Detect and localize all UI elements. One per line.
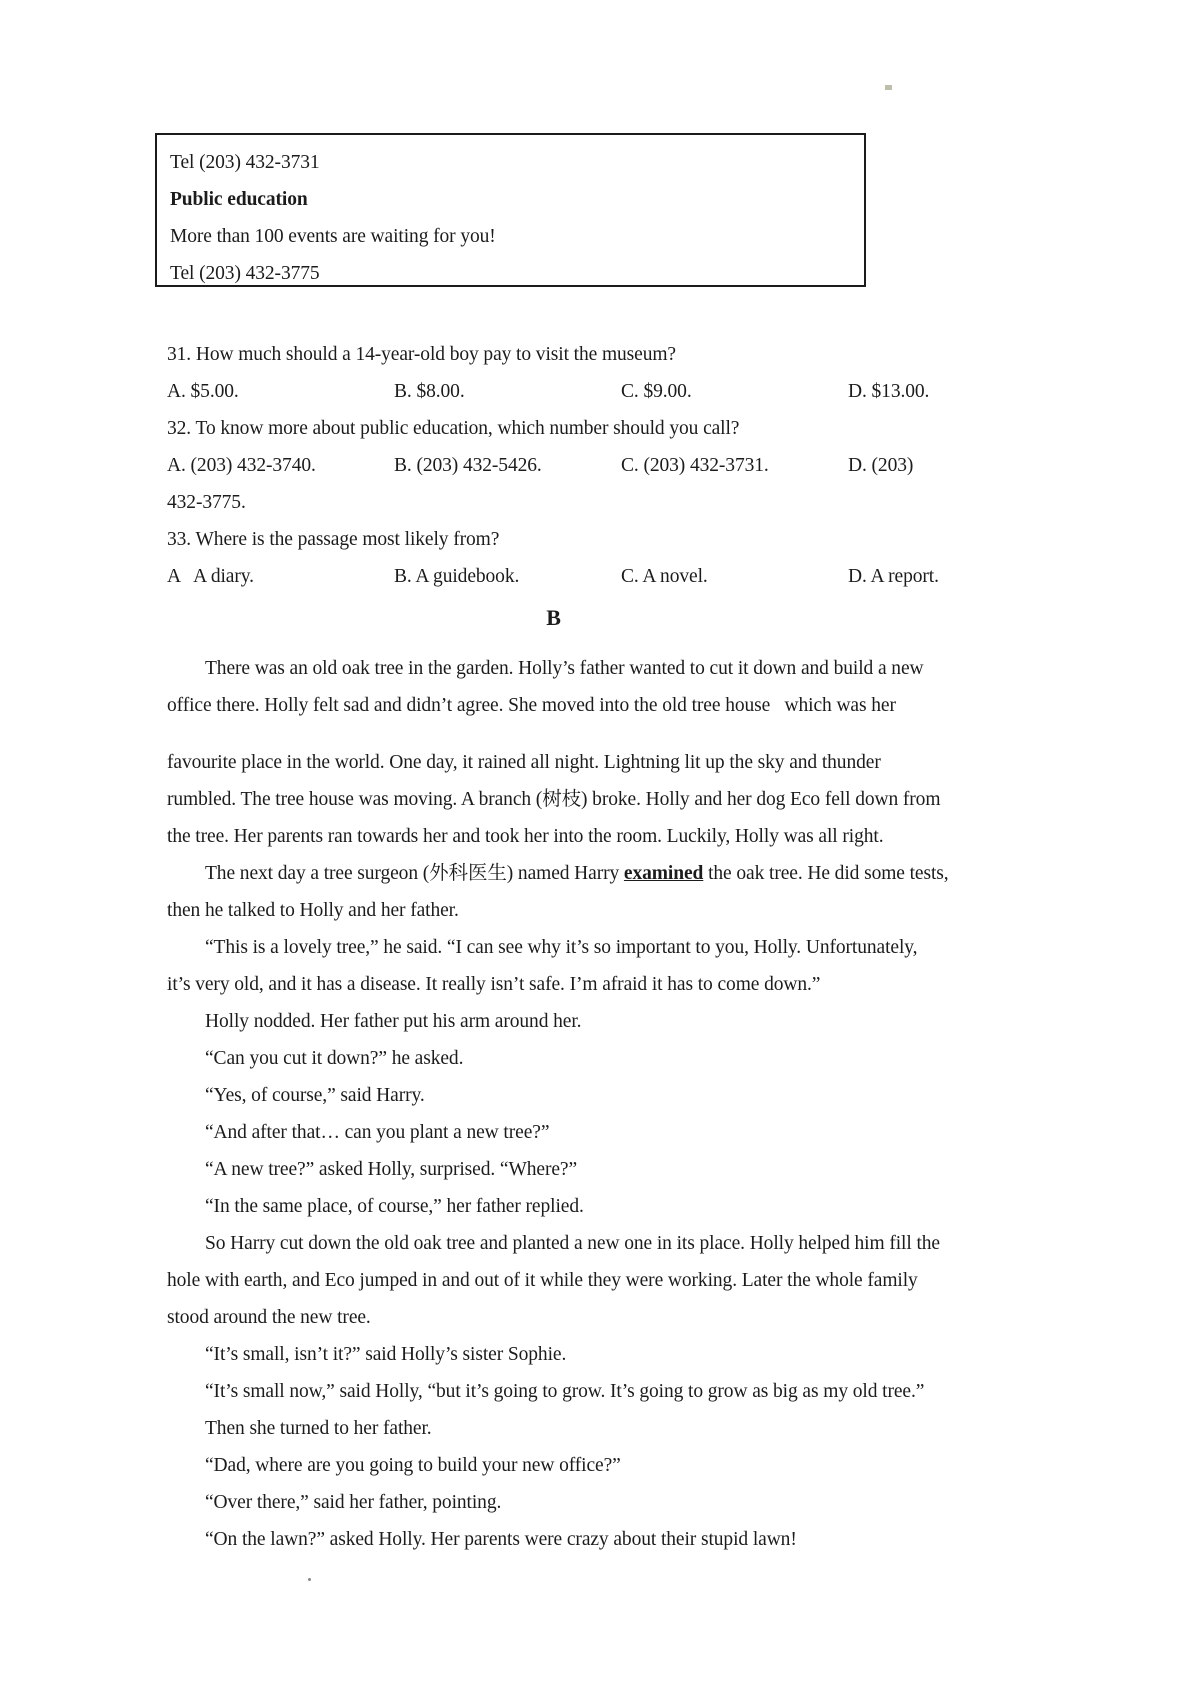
option-32-d: D. (203) (848, 455, 914, 476)
passage-line-17: hole with earth, and Eco jumped in and out of it while they were working. Later the whole family (167, 1270, 918, 1291)
passage-line-15: “In the same place, of course,” her father replied. (205, 1196, 584, 1217)
option-33-b: B. A guidebook. (394, 566, 520, 587)
question-32-stem: 32. To know more about public education, which number should you call? (167, 418, 740, 439)
question-31-stem: 31. How much should a 14-year-old boy pay to visit the museum? (167, 344, 676, 365)
info-line-public-education: Public education (170, 189, 308, 210)
option-31-b: B. $8.00. (394, 381, 465, 402)
passage-line-11: “Can you cut it down?” he asked. (205, 1048, 464, 1069)
question-32-option-d-continuation: 432-3775. (167, 492, 246, 513)
scan-artifact-dot-top (885, 85, 892, 90)
passage-line-13: “And after that… can you plant a new tree?” (205, 1122, 550, 1143)
option-31-d: D. $13.00. (848, 381, 930, 402)
passage-line-23: “Over there,” said her father, pointing. (205, 1492, 502, 1513)
option-32-b: B. (203) 432-5426. (394, 455, 542, 476)
examined-line-after: the oak tree. He did some tests, (703, 863, 949, 884)
option-32-a: A. (203) 432-3740. (167, 455, 316, 476)
passage-line-12: “Yes, of course,” said Harry. (205, 1085, 425, 1106)
info-line-events: More than 100 events are waiting for you! (170, 226, 496, 247)
passage-line-3: favourite place in the world. One day, it rained all night. Lightning lit up the sky and thunder (167, 752, 881, 773)
examined-line-before: The next day a tree surgeon (外科医生) named Harry (205, 863, 624, 884)
passage-line-20: “It’s small now,” said Holly, “but it’s going to grow. It’s going to grow as big as my old tree.” (205, 1381, 925, 1402)
passage-line-2: office there. Holly felt sad and didn’t agree. She moved into the old tree house which was her (167, 695, 896, 716)
question-31-options (167, 373, 977, 410)
museum-info-box (155, 133, 866, 287)
passage-line-24: “On the lawn?” asked Holly. Her parents were crazy about their stupid lawn! (205, 1529, 797, 1550)
passage-line-4: rumbled. The tree house was moving. A branch (树枝) broke. Holly and her dog Eco fell down from (167, 789, 941, 810)
passage-line-1: There was an old oak tree in the garden. Holly’s father wanted to cut it down and build a new (205, 658, 924, 679)
option-31-a: A. $5.00. (167, 381, 239, 402)
passage-line-21: Then she turned to her father. (205, 1418, 432, 1439)
question-32-options (167, 447, 977, 484)
passage-line-10: Holly nodded. Her father put his arm around her. (205, 1011, 582, 1032)
questions-section (167, 336, 977, 595)
info-line-tel-1: Tel (203) 432-3731 (170, 152, 320, 173)
passage-line-14: “A new tree?” asked Holly, surprised. “Where?” (205, 1159, 578, 1180)
option-32-c: C. (203) 432-3731. (621, 455, 769, 476)
passage-line-9: it’s very old, and it has a disease. It really isn’t safe. I’m afraid it has to come down.” (167, 974, 821, 995)
option-33-c: C. A novel. (621, 566, 708, 587)
passage-line-5: the tree. Her parents ran towards her and took her into the room. Luckily, Holly was all right. (167, 826, 884, 847)
passage-line-19: “It’s small, isn’t it?” said Holly’s sister Sophie. (205, 1344, 567, 1365)
question-33-options (167, 558, 977, 595)
section-b-header: B (546, 605, 561, 630)
info-line-tel-2: Tel (203) 432-3775 (170, 263, 320, 284)
passage-line-8: “This is a lovely tree,” he said. “I can see why it’s so important to you, Holly. Unfortunately, (205, 937, 918, 958)
passage-line-16: So Harry cut down the old oak tree and planted a new one in its place. Holly helped him fill the (205, 1233, 940, 1254)
scan-artifact-dot-bottom (308, 1578, 311, 1581)
passage-line-18: stood around the new tree. (167, 1307, 371, 1328)
option-33-d: D. A report. (848, 566, 939, 587)
passage-line-7: then he talked to Holly and her father. (167, 900, 459, 921)
option-31-c: C. $9.00. (621, 381, 692, 402)
examined-keyword: examined (623, 863, 704, 884)
passage-section-b (167, 650, 997, 1558)
option-33-a: A A diary. (167, 566, 254, 587)
question-33-stem: 33. Where is the passage most likely from? (167, 529, 500, 550)
passage-line-22: “Dad, where are you going to build your new office?” (205, 1455, 621, 1476)
passage-line-6-examined (167, 855, 997, 892)
